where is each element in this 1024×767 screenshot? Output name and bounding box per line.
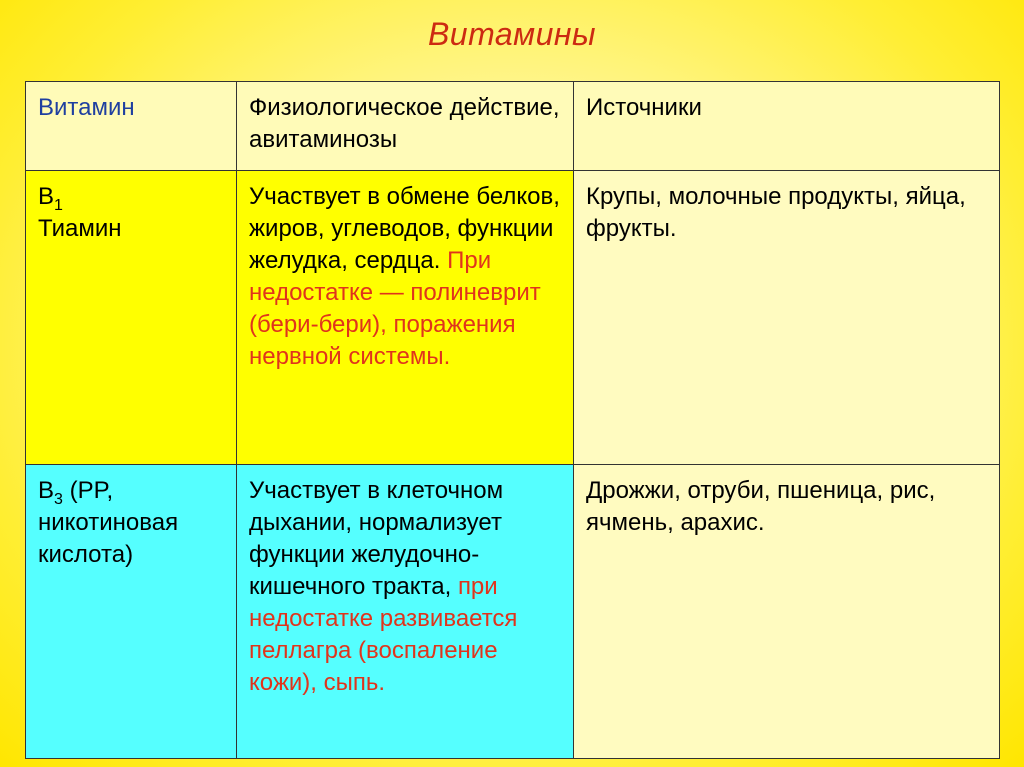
action-normal: Участвует в клеточном дыхании, нормализует функции желудочно-кишечного тракта,: [249, 477, 504, 600]
action-cell: [237, 171, 574, 465]
action-normal: Участвует в обмене белков, жиров, углеводов, функции желудка, сердца.: [249, 183, 560, 274]
action-deficiency: при недостатке развивается пеллагра (воспаление кожи), сыпь.: [249, 573, 518, 696]
vitamin-cell: [26, 465, 237, 759]
table-header-row: [26, 82, 1000, 171]
sources-cell: Крупы, молочные продукты, яйца, фрукты.: [574, 171, 1000, 465]
vitamin-letter: B: [38, 183, 55, 210]
vitamin-letter: B: [38, 477, 55, 504]
vitamin-name: Тиамин: [38, 215, 122, 242]
header-vitamin: Витамин: [26, 82, 237, 171]
header-action: Физиологическое действие, авитаминозы: [237, 82, 574, 171]
table-row: [26, 171, 1000, 465]
vitamin-subscript: 1: [54, 197, 63, 214]
header-sources: Источники: [574, 82, 1000, 171]
vitamin-subscript: 3: [54, 491, 63, 508]
vitamin-cell: [26, 171, 237, 465]
vitamin-name: никотиновая кислота): [38, 509, 179, 568]
action-deficiency: При недостатке — полиневрит (бери-бери), поражения нервной системы.: [249, 247, 541, 370]
vitamin-rest: (PP,: [62, 477, 114, 504]
vitamins-table: [25, 81, 1000, 759]
sources-cell: Дрожжи, отруби, пшеница, рис, ячмень, арахис.: [574, 465, 1000, 759]
page-title: Витамины: [427, 16, 597, 52]
table-row: [26, 465, 1000, 759]
action-cell: [237, 465, 574, 759]
